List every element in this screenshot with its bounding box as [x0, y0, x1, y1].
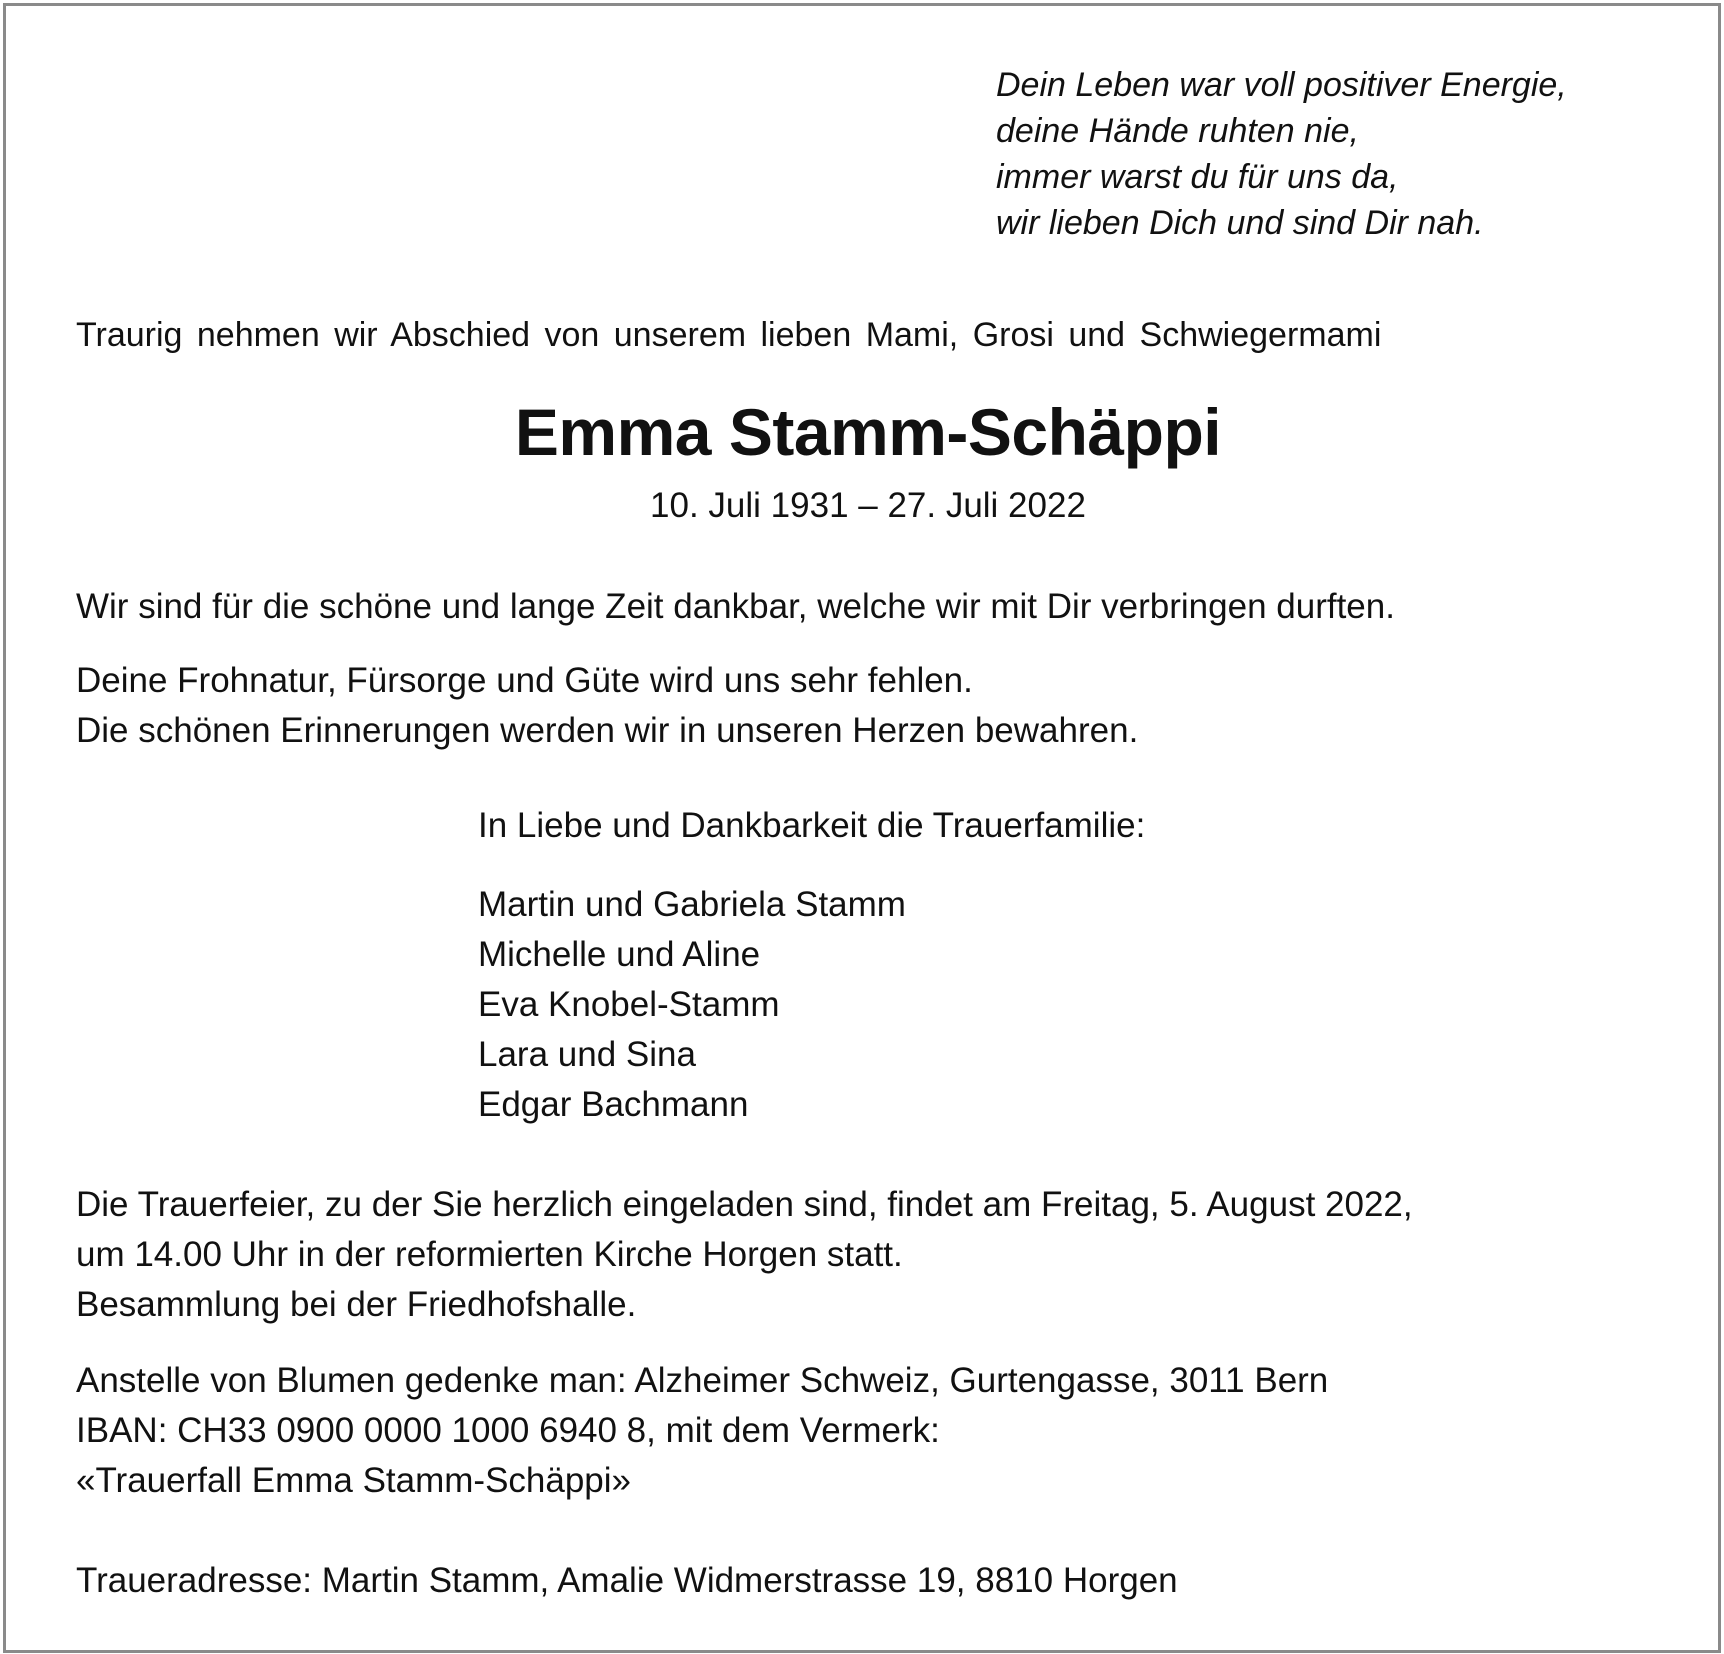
remembrance-line: Die schönen Erinnerungen werden wir in unseren Herzen bewahren.	[76, 711, 1139, 750]
mourning-address	[76, 1556, 1178, 1606]
family-member: Michelle und Aline	[478, 935, 761, 974]
family-member: Martin und Gabriela Stamm	[478, 885, 906, 924]
family-member: Eva Knobel-Stamm	[478, 985, 780, 1024]
intro-text: Traurig nehmen wir Abschied von unserem lieben Mami, Grosi und Schwiegermami	[76, 316, 1382, 354]
family-signoff: In Liebe und Dankbarkeit die Trauerfamilie:	[478, 806, 1146, 845]
ceremony-paragraph	[76, 1180, 1413, 1330]
donation-line: Anstelle von Blumen gedenke man: Alzheimer Schweiz, Gurtengasse, 3011 Bern	[76, 1361, 1329, 1400]
family-member: Lara und Sina	[478, 1035, 696, 1074]
remembrance-paragraph	[76, 656, 1138, 756]
poem-line: Dein Leben war voll positiver Energie,	[996, 66, 1567, 104]
donation-line: IBAN: CH33 0900 0000 1000 6940 8, mit dem Vermerk:	[76, 1411, 940, 1450]
donation-line: «Trauerfall Emma Stamm-Schäppi»	[76, 1461, 632, 1500]
ceremony-line: Besammlung bei der Friedhofshalle.	[76, 1285, 637, 1324]
donation-paragraph	[76, 1356, 1328, 1506]
remembrance-line: Deine Frohnatur, Fürsorge und Güte wird uns sehr fehlen.	[76, 661, 973, 700]
mourning-address-line: Traueradresse: Martin Stamm, Amalie Widmerstrasse 19, 8810 Horgen	[76, 1561, 1178, 1600]
obituary-notice	[3, 3, 1721, 1653]
gratitude-line: Wir sind für die schöne und lange Zeit dankbar, welche wir mit Dir verbringen durften.	[76, 587, 1395, 626]
life-dates: 10. Juli 1931 – 27. Juli 2022	[650, 486, 1086, 525]
poem	[996, 62, 1567, 246]
poem-line: immer warst du für uns da,	[996, 158, 1399, 196]
gratitude-paragraph	[76, 582, 1395, 632]
poem-line: deine Hände ruhten nie,	[996, 112, 1359, 150]
ceremony-line: um 14.00 Uhr in der reformierten Kirche Horgen statt.	[76, 1235, 903, 1274]
deceased-name: Emma Stamm-Schäppi	[514, 395, 1222, 469]
family-member: Edgar Bachmann	[478, 1085, 749, 1124]
poem-line: wir lieben Dich und sind Dir nah.	[996, 204, 1484, 242]
ceremony-line: Die Trauerfeier, zu der Sie herzlich eingeladen sind, findet am Freitag, 5. August 2022,	[76, 1185, 1413, 1224]
family-list	[478, 880, 906, 1130]
